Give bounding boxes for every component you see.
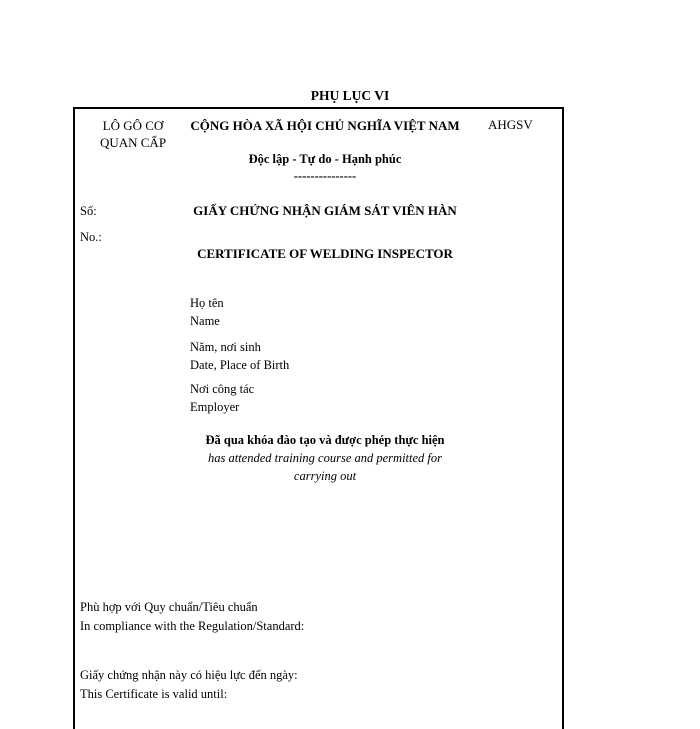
appendix-title: PHỤ LỤC VI <box>310 88 390 103</box>
field-name <box>190 294 224 330</box>
separator-line: --------------- <box>293 169 357 183</box>
validity-vi: Giấy chứng nhận này có hiệu lực đến ngày: <box>80 668 298 682</box>
logo-line-1: LÔ GÔ CƠ <box>102 118 164 133</box>
compliance-en: In compliance with the Regulation/Standard: <box>80 619 305 633</box>
field-label-vi: Họ tên <box>190 296 224 310</box>
training-statement-en: has attended training course and permitted for carrying out <box>207 451 442 483</box>
field-label-en: Date, Place of Birth <box>190 358 290 372</box>
validity-section <box>80 666 298 704</box>
field-label-en: Name <box>190 314 220 328</box>
field-label-en: Employer <box>190 400 240 414</box>
training-statement-vi: Đã qua khóa đào tạo và được phép thực hiện <box>205 433 445 447</box>
logo-line-2: QUAN CẤP <box>99 135 167 150</box>
compliance-vi: Phù hợp với Quy chuẩn/Tiêu chuẩn <box>80 600 258 614</box>
number-label-vi: Số: <box>80 204 97 218</box>
field-birth <box>190 338 289 374</box>
validity-en: This Certificate is valid until: <box>80 687 228 701</box>
field-label-vi: Năm, nơi sinh <box>190 340 261 354</box>
national-motto: Độc lập - Tự do - Hạnh phúc <box>248 152 402 166</box>
issuer-logo-placeholder <box>90 117 176 151</box>
field-label-vi: Nơi công tác <box>190 382 255 396</box>
number-label-en: No.: <box>80 230 102 244</box>
field-employer <box>190 380 254 416</box>
training-statement <box>160 431 490 485</box>
national-title: CỘNG HÒA XÃ HỘI CHỦ NGHĨA VIỆT NAM <box>190 118 460 133</box>
compliance-section <box>80 598 304 636</box>
form-code: AHGSV <box>488 117 533 132</box>
certificate-title-en: CERTIFICATE OF WELDING INSPECTOR <box>197 246 453 261</box>
certificate-title-vi: GIẤY CHỨNG NHẬN GIÁM SÁT VIÊN HÀN <box>193 203 457 218</box>
